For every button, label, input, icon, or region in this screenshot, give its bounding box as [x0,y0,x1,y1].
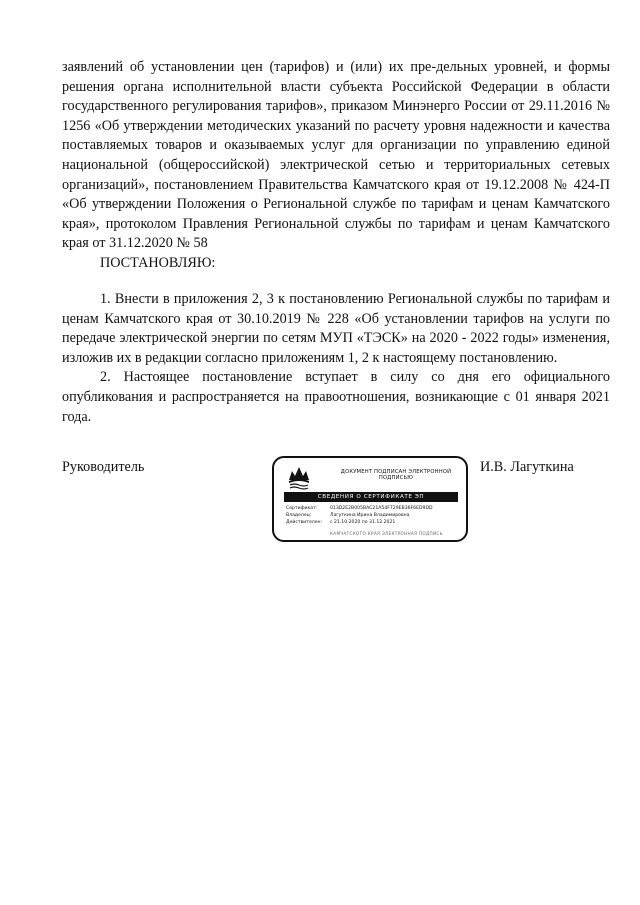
validity-key: Действителен: [286,519,323,525]
owner-key: Владелец: [286,512,312,518]
owner-row [286,513,433,520]
coat-of-arms-icon [286,464,312,492]
decree-heading: ПОСТАНОВЛЯЮ: [100,255,216,271]
validity-row [286,520,433,527]
decree-items [62,290,610,427]
certificate-details [286,506,433,526]
certificate-key: Сертификат: [286,506,318,511]
electronic-signature-stamp [272,456,468,542]
certificate-row [286,506,433,513]
certificate-value: 013D2E2B005BAC21A54F729EB36F6ED9DD [330,506,433,511]
certificate-info-bar: СВЕДЕНИЯ О СЕРТИФИКАТЕ ЭП [284,492,458,502]
decree-item-2: 2. Настоящее постановление вступает в силу со дня его официального опубликования и распространяется на правоотношения, возникающие с 01 января 2021 года. [62,369,610,425]
stamp-footer: КАМЧАТСКОГО КРАЯ ЭЛЕКТРОННАЯ ПОДПИСЬ [330,531,443,536]
signer-position: Руководитель [62,459,145,475]
intro-paragraph: заявлений об установлении цен (тарифов) и (или) их пре-дельных уровней, и формы решения органа исполнительной власти субъекта Российской Федерации в области государственного регулирования тарифов», приказом Минэнерго России от 29.11.2016 № 1256 «Об утверждении методических указаний по расчету уровня надежности и качества поставляемых товаров и оказываемых услуг для организации по управлению единой национальной (общероссийской) электрической сетью и территориальных сетевых организаций», постановлением Правительства Камчатского края от 19.12.2008 № 424-П «Об утверждении Положения о Региональной службе по тарифам и ценам Камчатского края», протоколом Правления Региональной службы по тарифам и ценам Камчатского края от 31.12.2020 № 58 [62,59,610,252]
signer-name: И.В. Лагуткина [480,459,574,475]
owner-value: Лагуткина Ирина Владимировна [330,512,410,518]
decree-item-1: 1. Внести в приложения 2, 3 к постановлению Региональной службы по тарифам и ценам Камчатского края от 30.10.2019 № 228 «Об установлении тарифов на услуги по передаче электрической энергии по сетям МУП «ТЭСК» на 2020 - 2022 годы» изменения, изложив их в редакции согласно приложениям 1, 2 к настоящему постановлению. [62,291,610,366]
stamp-title: ДОКУМЕНТ ПОДПИСАН ЭЛЕКТРОННОЙ ПОДПИСЬЮ [340,469,452,482]
validity-value: с 21.10.2020 по 31.12.2021 [330,519,396,525]
